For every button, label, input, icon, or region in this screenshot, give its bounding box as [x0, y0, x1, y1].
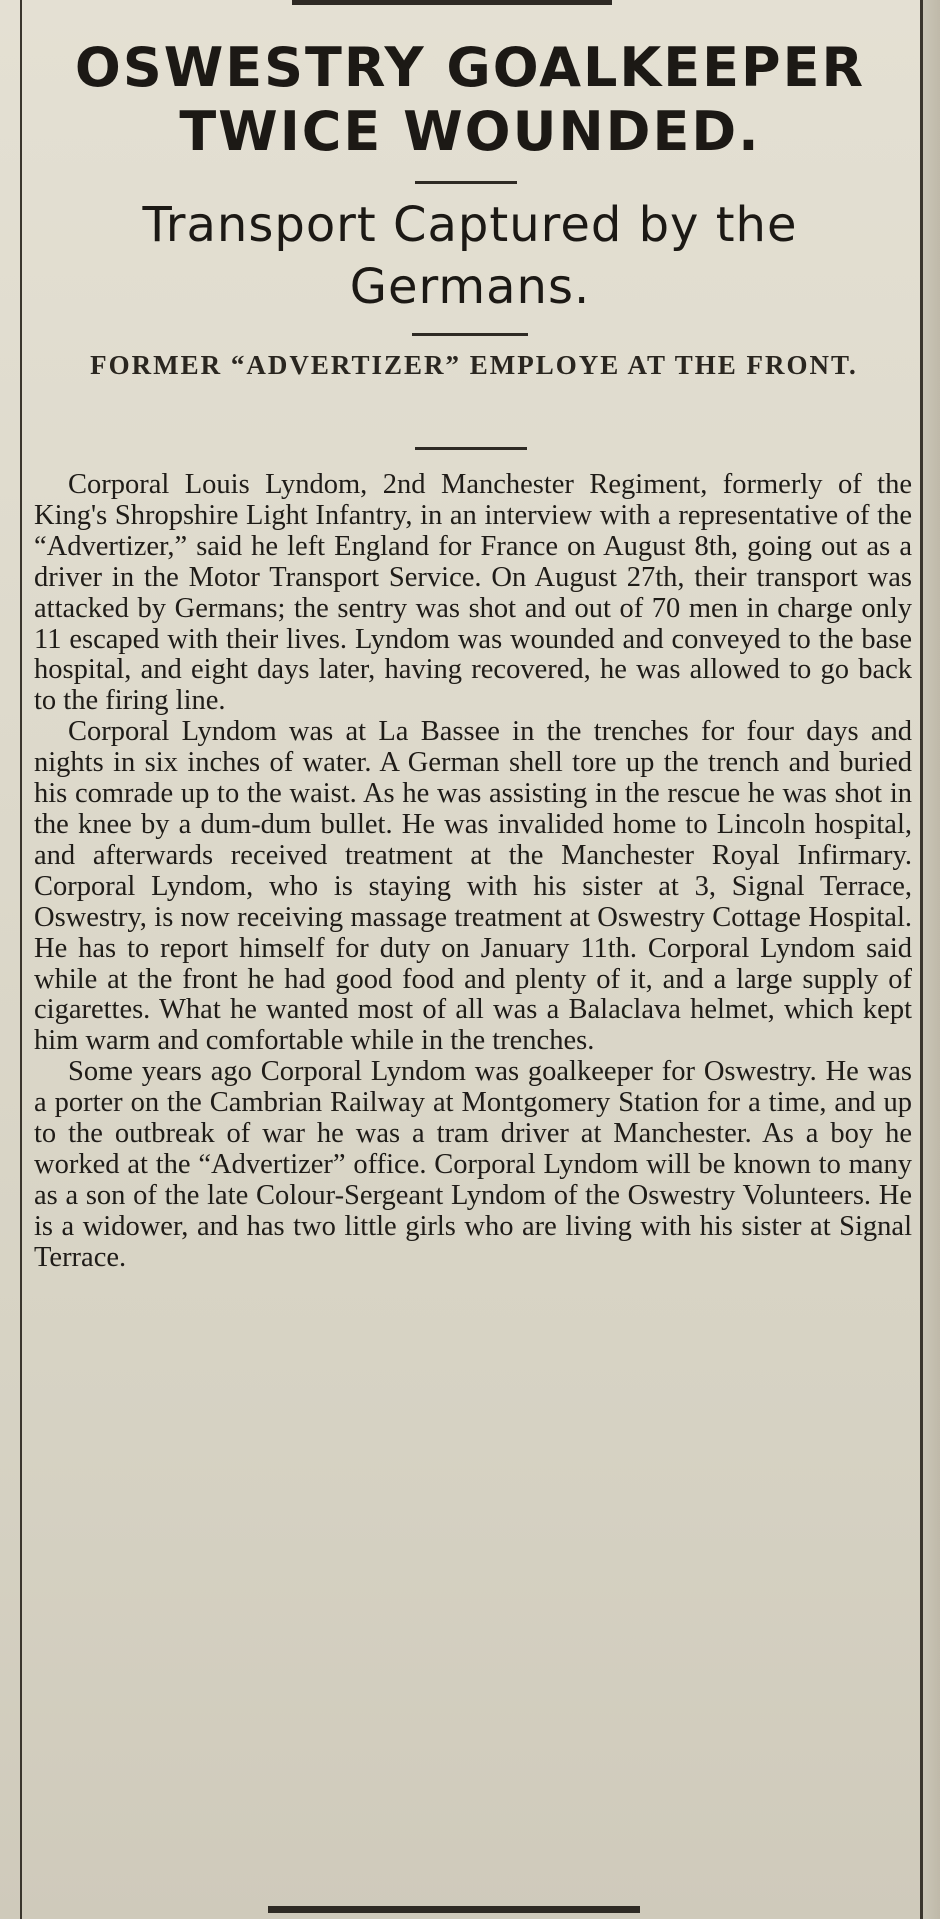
- kicker: FORMER “ADVERTIZER” EMPLOYE AT THE FRONT.: [90, 350, 858, 380]
- paragraph-1: Corporal Louis Lyndom, 2nd Manchester Regiment, formerly of the King's Shropshire Light Infantry, in an interview with a representative of the “Advertizer,” said he left England for France on August 8th, going out as a driver in the Motor Transport Service. On August 27th, their transport was attacked by Germans; the sentry was shot and out of 70 men in charge only 11 escaped with their lives. Lyndom was wounded and conveyed to the base hospital, and eight days later, having recovered, he was allowed to go back to the firing line.: [34, 469, 912, 717]
- subheadline: Transport Captured by the Germans.: [142, 197, 798, 315]
- headline: OSWESTRY GOALKEEPER TWICE WOUNDED.: [74, 36, 866, 163]
- page-edge: [923, 0, 940, 1919]
- paragraph-2: Corporal Lyndom was at La Bassee in the trenches for four days and nights in six inches of water. A German shell tore up the trench and buried his comrade up to the waist. As he was assisting in the rescue he was shot in the knee by a dum-dum bullet. He was invalided home to Lincoln hospital, and afterwards received treatment at the Manchester Royal Infirmary. Corporal Lyndom, who is staying with his sister at 3, Signal Terrace, Oswestry, is now receiving massage treatment at Oswestry Cottage Hospital. He has to report himself for duty on January 11th. Corporal Lyndom said while at the front he had good food and plenty of it, and a large supply of cigarettes. What he wanted most of all was a Balaclava helmet, which kept him warm and comfortable while in the trenches.: [34, 716, 912, 1057]
- paragraph-3: Some years ago Corporal Lyndom was goalkeeper for Oswestry. He was a porter on the Cambrian Railway at Montgomery Station for a time, and up to the outbreak of war he was a tram driver at Manchester. As a boy he worked at the “Advertizer” office. Corporal Lyndom will be known to many as a son of the late Colour-Sergeant Lyndom of the Oswestry Volunteers. He is a widower, and has two little girls who are living with his sister at Signal Terrace.: [34, 1056, 912, 1273]
- headline-divider: [415, 181, 517, 184]
- column-rule-left: [20, 0, 22, 1919]
- subheadline-divider: [412, 333, 528, 336]
- column-rule-right: [920, 0, 923, 1919]
- top-rule: [292, 0, 612, 5]
- article-body: [34, 470, 912, 1274]
- bottom-rule: [268, 1906, 640, 1913]
- kicker-divider: [415, 447, 527, 450]
